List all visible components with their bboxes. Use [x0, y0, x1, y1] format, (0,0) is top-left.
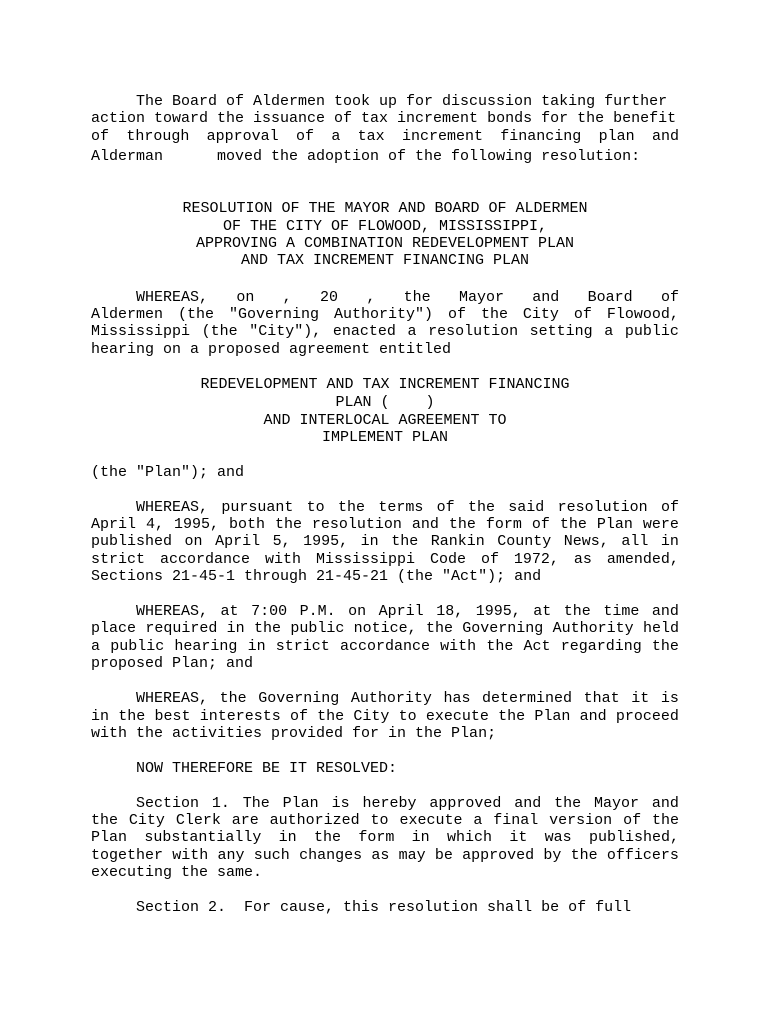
- word: form: [358, 829, 395, 846]
- word: form: [485, 516, 522, 533]
- word: determined: [482, 690, 573, 707]
- whereas3-line-4: proposed Plan; and: [91, 655, 254, 672]
- word: final: [493, 812, 539, 829]
- word: public: [290, 620, 345, 637]
- word: notice,: [353, 620, 417, 637]
- word: setting: [529, 323, 593, 340]
- word: in: [360, 533, 379, 550]
- word: hearing: [174, 638, 238, 655]
- word: Mayor: [458, 289, 504, 306]
- word: held: [642, 620, 679, 637]
- word: by: [543, 847, 562, 864]
- word: to: [370, 812, 389, 829]
- resolution-title-line-4: AND TAX INCREMENT FINANCING PLAN: [240, 252, 530, 269]
- word: 1995,: [475, 603, 521, 620]
- word: resolution: [557, 499, 648, 516]
- word: Plan: [282, 795, 319, 812]
- word: 20: [319, 289, 338, 306]
- intro-line-2: action toward the issuance of tax increment bonds for the benefit: [91, 110, 677, 127]
- whereas4-line-3: with the activities provided for in the Plan;: [91, 725, 497, 742]
- word: at: [220, 603, 239, 620]
- word: and: [411, 516, 439, 533]
- word: are: [231, 812, 259, 829]
- word: the: [425, 620, 453, 637]
- word: pursuant: [221, 499, 294, 516]
- word: Aldermen: [91, 306, 164, 323]
- word: 5,: [272, 533, 291, 550]
- word: terms: [378, 499, 424, 516]
- word: of: [447, 306, 466, 323]
- word: with: [172, 847, 209, 864]
- word: public: [624, 323, 679, 340]
- word: the: [480, 306, 508, 323]
- word: Mayor: [594, 795, 640, 812]
- section1-line-2: [91, 812, 679, 830]
- word: financing: [500, 128, 582, 145]
- word: that: [583, 690, 620, 707]
- word: it: [509, 829, 528, 846]
- word: and: [651, 795, 679, 812]
- word: any: [217, 847, 245, 864]
- word: Rankin: [430, 533, 485, 550]
- word: the: [118, 708, 146, 725]
- word: authorized: [269, 812, 360, 829]
- word: Governing: [462, 620, 544, 637]
- word: Code: [429, 551, 466, 568]
- word: of: [436, 499, 455, 516]
- word: together: [91, 847, 164, 864]
- word: of: [289, 708, 308, 725]
- plan-title-line-1: REDEVELOPMENT AND TAX INCREMENT FINANCING: [200, 376, 570, 393]
- word: on: [348, 603, 367, 620]
- word: "Governing: [228, 306, 319, 323]
- word: time: [603, 603, 640, 620]
- whereas4-line-1: [136, 690, 679, 708]
- word: County: [497, 533, 552, 550]
- word: the: [91, 812, 119, 829]
- word: were: [642, 516, 679, 533]
- word: (the: [177, 306, 214, 323]
- resolution-title-line-1: RESOLUTION OF THE MAYOR AND BOARD OF ALDERMEN: [182, 200, 588, 217]
- word: may: [398, 847, 426, 864]
- word: and: [651, 603, 679, 620]
- word: changes: [299, 847, 363, 864]
- word: City: [128, 812, 165, 829]
- word: plan: [598, 128, 635, 145]
- word: April: [215, 533, 261, 550]
- word: through: [126, 128, 190, 145]
- word: is: [660, 690, 679, 707]
- word: Clerk: [175, 812, 221, 829]
- word: the: [317, 708, 345, 725]
- word: regarding: [560, 638, 642, 655]
- word: 1.: [211, 795, 230, 812]
- word: Authority"): [333, 306, 433, 323]
- word: WHEREAS,: [136, 499, 209, 516]
- section1-line-1: [136, 795, 679, 813]
- word: tax: [357, 128, 385, 145]
- word: accordance: [339, 638, 430, 655]
- word: Plan: [534, 708, 571, 725]
- word: P.M.: [299, 603, 336, 620]
- word: with: [440, 638, 477, 655]
- word: published,: [588, 829, 679, 846]
- word: Authority: [350, 690, 432, 707]
- word: required: [145, 620, 218, 637]
- word: which: [446, 829, 492, 846]
- word: a: [91, 638, 101, 655]
- word: execute: [425, 708, 489, 725]
- whereas3-line-2: [91, 620, 679, 638]
- word: it: [631, 690, 650, 707]
- whereas2-line-4: [91, 551, 679, 569]
- word: "City"),: [249, 323, 322, 340]
- word: a: [473, 812, 483, 829]
- word: the: [467, 499, 495, 516]
- word: Flowood,: [606, 306, 679, 323]
- section1-line-4: [91, 847, 679, 865]
- word: amended,: [606, 551, 679, 568]
- word: of: [480, 551, 499, 568]
- word: Act: [523, 638, 551, 655]
- word: the: [314, 829, 342, 846]
- word: and: [532, 289, 560, 306]
- word: of: [660, 499, 679, 516]
- intro-line-4: Alderman moved the adoption of the following resolution:: [91, 148, 641, 165]
- word: City: [522, 306, 559, 323]
- word: on: [236, 289, 255, 306]
- word: ,: [366, 289, 376, 306]
- word: Mississippi: [315, 551, 415, 568]
- word: April: [91, 516, 137, 533]
- plan-title-line-2: PLAN ( ): [335, 394, 435, 411]
- word: Authority: [552, 620, 634, 637]
- whereas1-line-4: hearing on a proposed agreement entitled: [91, 341, 452, 358]
- plan-title-line-4: IMPLEMENT PLAN: [321, 429, 449, 446]
- word: Plan: [91, 829, 128, 846]
- word: in: [91, 708, 110, 725]
- intro-line-1: The Board of Aldermen took up for discussion taking further: [136, 93, 668, 110]
- word: and: [514, 795, 542, 812]
- resolved-line: NOW THEREFORE BE IT RESOLVED:: [136, 760, 398, 777]
- word: in: [226, 620, 245, 637]
- word: has: [443, 690, 471, 707]
- word: the: [219, 690, 247, 707]
- word: officers: [606, 847, 679, 864]
- word: Plan: [596, 516, 633, 533]
- word: 4,: [145, 516, 164, 533]
- word: 1995,: [303, 533, 349, 550]
- word: accordance: [159, 551, 250, 568]
- word: of: [295, 128, 314, 145]
- word: The: [242, 795, 270, 812]
- whereas2-line-5: Sections 21-45-1 through 21-45-21 (the "Act"); and: [91, 568, 542, 585]
- whereas3-line-1: [136, 603, 679, 621]
- word: 1972,: [513, 551, 559, 568]
- word: approved: [462, 847, 535, 864]
- word: the: [448, 516, 476, 533]
- word: such: [253, 847, 290, 864]
- word: interests: [199, 708, 281, 725]
- word: a: [407, 323, 417, 340]
- word: enacted: [332, 323, 396, 340]
- plan-title-line-3: AND INTERLOCAL AGREEMENT TO: [263, 412, 507, 429]
- word: best: [154, 708, 191, 725]
- word: in: [278, 829, 297, 846]
- word: the: [337, 499, 365, 516]
- word: Section: [136, 795, 200, 812]
- word: on: [184, 533, 203, 550]
- word: WHEREAS,: [136, 289, 209, 306]
- whereas2-line-3: [91, 533, 679, 551]
- word: the: [498, 708, 526, 725]
- word: ,: [282, 289, 292, 306]
- whereas1-line-1: [136, 289, 679, 307]
- section1-line-5: executing the same.: [91, 864, 263, 881]
- section1-line-3: [91, 829, 679, 847]
- word: the: [274, 516, 302, 533]
- word: with: [264, 551, 301, 568]
- section2-line-1: Section 2. For cause, this resolution shall be of full: [136, 899, 632, 916]
- word: the: [559, 516, 587, 533]
- the-plan-line: (the "Plan"); and: [91, 464, 245, 481]
- word: substantially: [144, 829, 262, 846]
- whereas4-line-2: [91, 708, 679, 726]
- word: the: [570, 847, 598, 864]
- word: the: [651, 638, 679, 655]
- word: 18,: [436, 603, 464, 620]
- word: WHEREAS,: [136, 603, 209, 620]
- whereas1-line-2: [91, 306, 679, 324]
- whereas1-line-3: [91, 323, 679, 341]
- word: as: [371, 847, 390, 864]
- word: approved: [429, 795, 502, 812]
- word: Board: [587, 289, 633, 306]
- word: in: [247, 638, 266, 655]
- word: be: [434, 847, 453, 864]
- word: strict: [91, 551, 146, 568]
- word: the: [651, 812, 679, 829]
- whereas2-line-2: [91, 516, 679, 534]
- word: all: [621, 533, 649, 550]
- word: of: [573, 306, 592, 323]
- word: News,: [563, 533, 609, 550]
- word: of: [623, 812, 642, 829]
- word: (the: [201, 323, 238, 340]
- word: a: [604, 323, 614, 340]
- word: and: [579, 708, 607, 725]
- resolution-title-line-2: OF THE CITY OF FLOWOOD, MISSISSIPPI,: [222, 218, 548, 235]
- word: approval: [206, 128, 279, 145]
- word: a: [331, 128, 341, 145]
- word: the: [563, 603, 591, 620]
- word: the: [391, 533, 419, 550]
- word: in: [411, 829, 430, 846]
- resolution-title-line-3: APPROVING A COMBINATION REDEVELOPMENT PLAN: [195, 235, 575, 252]
- word: said: [508, 499, 545, 516]
- word: to: [306, 499, 325, 516]
- word: execute: [399, 812, 463, 829]
- word: of: [531, 516, 550, 533]
- word: at: [533, 603, 552, 620]
- word: City: [353, 708, 390, 725]
- word: April: [378, 603, 424, 620]
- word: Mississippi: [91, 323, 191, 340]
- whereas2-line-1: [136, 499, 679, 517]
- word: the: [554, 795, 582, 812]
- word: in: [660, 533, 679, 550]
- word: public: [110, 638, 165, 655]
- word: resolution: [311, 516, 402, 533]
- word: increment: [401, 128, 483, 145]
- word: 1995,: [173, 516, 219, 533]
- word: the: [403, 289, 431, 306]
- word: published: [91, 533, 173, 550]
- word: Governing: [258, 690, 340, 707]
- word: 7:00: [251, 603, 288, 620]
- word: is: [331, 795, 350, 812]
- word: of: [660, 289, 679, 306]
- word: the: [253, 620, 281, 637]
- word: was: [544, 829, 572, 846]
- word: as: [573, 551, 592, 568]
- word: hereby: [362, 795, 417, 812]
- word: both: [228, 516, 265, 533]
- word: the: [486, 638, 514, 655]
- word: WHEREAS,: [136, 690, 209, 707]
- intro-line-3: [91, 128, 679, 146]
- word: version: [549, 812, 613, 829]
- word: to: [398, 708, 417, 725]
- word: proceed: [615, 708, 679, 725]
- word: of: [91, 128, 110, 145]
- whereas3-line-3: [91, 638, 679, 656]
- word: and: [651, 128, 679, 145]
- word: resolution: [428, 323, 519, 340]
- word: place: [91, 620, 137, 637]
- word: strict: [275, 638, 330, 655]
